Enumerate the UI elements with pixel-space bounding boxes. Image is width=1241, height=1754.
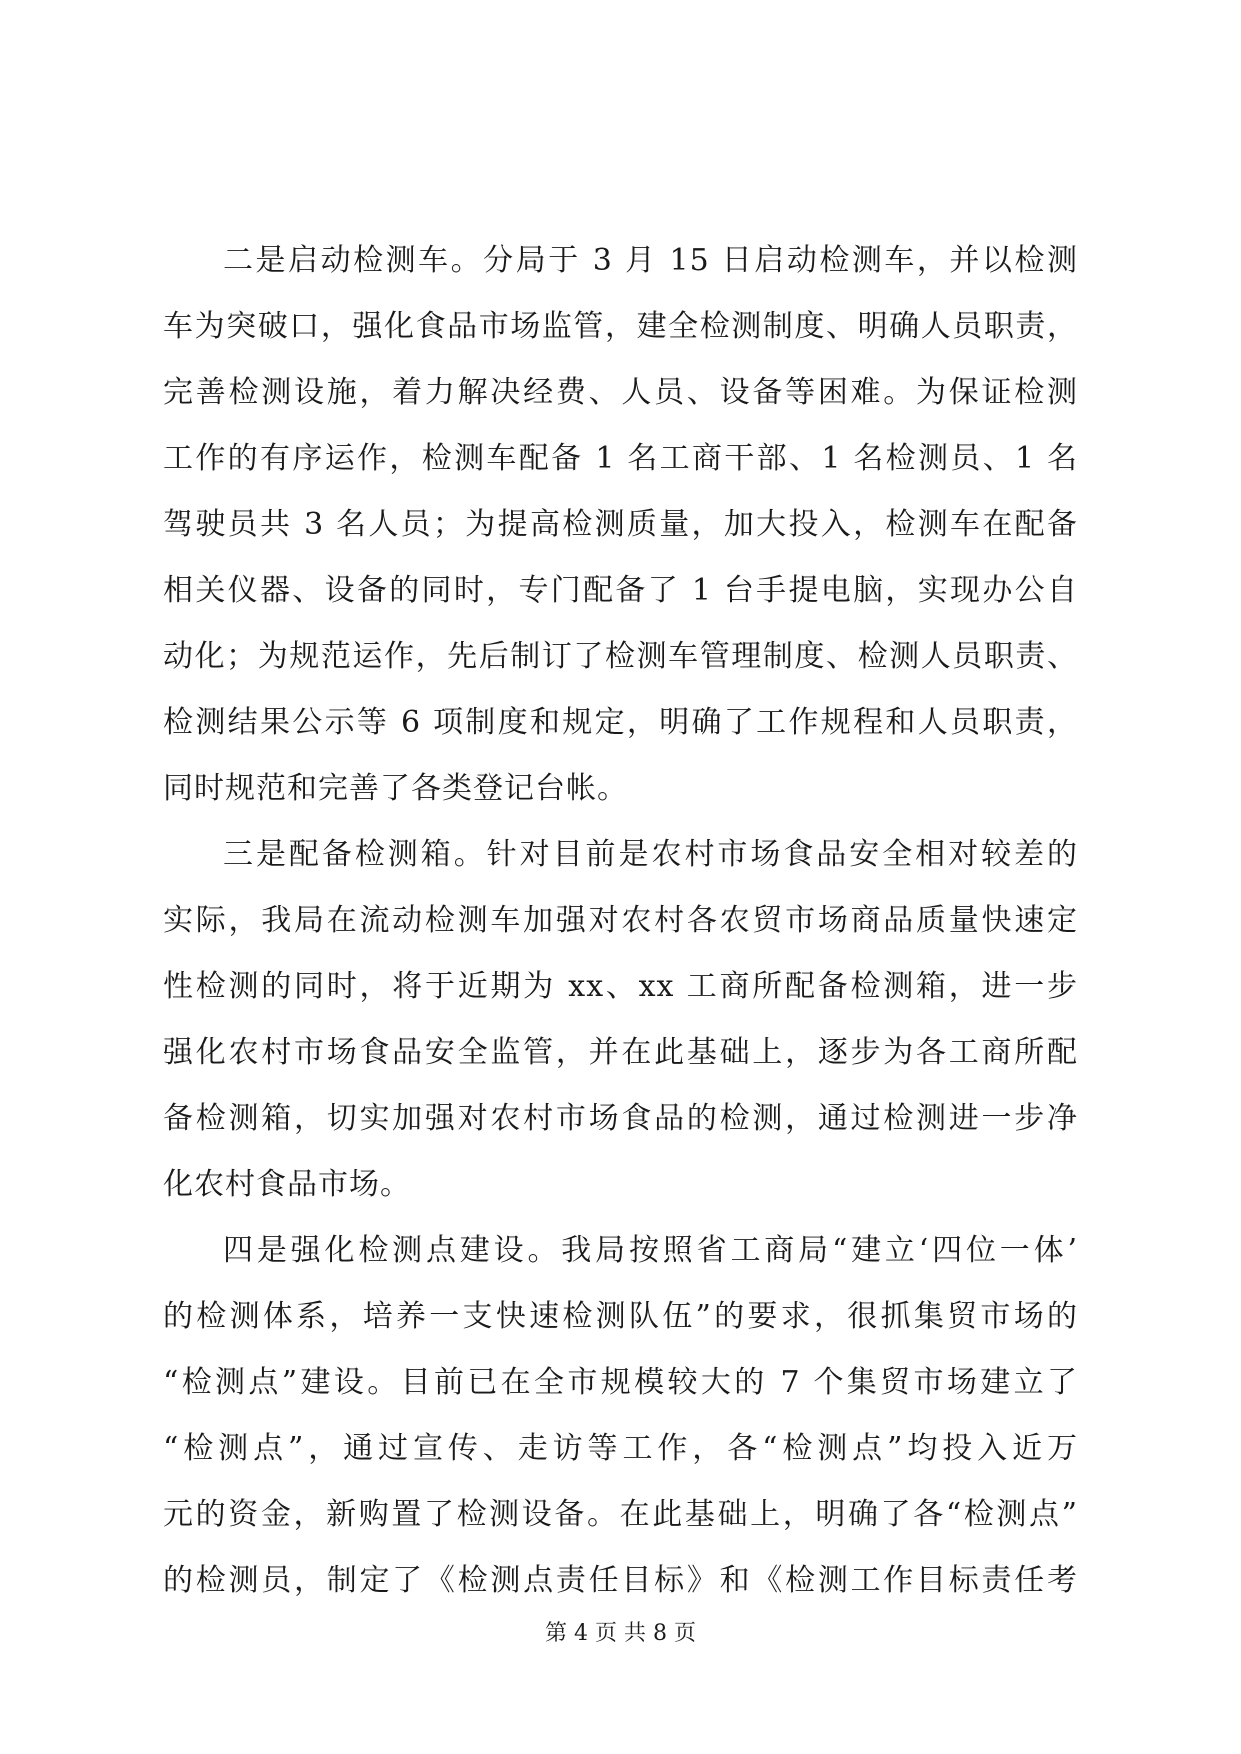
paragraph-line: 四是强化检测点建设。我局按照省工商局“建立‘四位一体’ xyxy=(223,1233,1078,1268)
paragraph-line: 强化农村市场食品安全监管，并在此基础上，逐步为各工商所配 xyxy=(163,1035,1078,1070)
paragraph-line: 检测结果公示等 6 项制度和规定，明确了工作规程和人员职责， xyxy=(163,705,1078,740)
paragraph-line: 备检测箱，切实加强对农村市场食品的检测，通过检测进一步净 xyxy=(163,1101,1078,1136)
paragraph-line: 完善检测设施，着力解决经费、人员、设备等困难。为保证检测 xyxy=(163,375,1078,410)
paragraph-line: 性检测的同时，将于近期为 xx、xx 工商所配备检测箱，进一步 xyxy=(163,969,1078,1004)
page-number-footer: 第 4 页 共 8 页 xyxy=(545,1621,696,1646)
paragraph-line: “检测点”，通过宣传、走访等工作，各“检测点”均投入近万 xyxy=(163,1431,1078,1466)
paragraph-line: 三是配备检测箱。针对目前是农村市场食品安全相对较差的 xyxy=(223,837,1078,872)
paragraph-line: 动化；为规范运作，先后制订了检测车管理制度、检测人员职责、 xyxy=(163,639,1078,674)
paragraph-line: 的检测体系，培养一支快速检测队伍”的要求，很抓集贸市场的 xyxy=(163,1299,1078,1334)
paragraph-detection-vehicle xyxy=(163,228,1078,822)
paragraph-line: 工作的有序运作，检测车配备 1 名工商干部、1 名检测员、1 名 xyxy=(163,441,1078,476)
paragraph-line: 同时规范和完善了各类登记台帐。 xyxy=(163,771,628,806)
paragraph-line: 二是启动检测车。分局于 3 月 15 日启动检测车，并以检测 xyxy=(223,243,1078,278)
paragraph-detection-box xyxy=(163,822,1078,1218)
paragraph-detection-points xyxy=(163,1218,1078,1614)
paragraph-line: 驾驶员共 3 名人员；为提高检测质量，加大投入，检测车在配备 xyxy=(163,507,1078,542)
paragraph-line: 元的资金，新购置了检测设备。在此基础上，明确了各“检测点” xyxy=(163,1497,1078,1532)
paragraph-line: 化农村食品市场。 xyxy=(163,1167,411,1202)
paragraph-line: “检测点”建设。目前已在全市规模较大的 7 个集贸市场建立了 xyxy=(163,1365,1078,1400)
paragraph-line: 相关仪器、设备的同时，专门配备了 1 台手提电脑，实现办公自 xyxy=(163,573,1078,608)
document-body xyxy=(163,228,1078,1614)
paragraph-line: 车为突破口，强化食品市场监管，建全检测制度、明确人员职责， xyxy=(163,309,1078,344)
paragraph-line: 的检测员，制定了《检测点责任目标》和《检测工作目标责任考 xyxy=(163,1563,1078,1598)
paragraph-line: 实际，我局在流动检测车加强对农村各农贸市场商品质量快速定 xyxy=(163,903,1078,938)
